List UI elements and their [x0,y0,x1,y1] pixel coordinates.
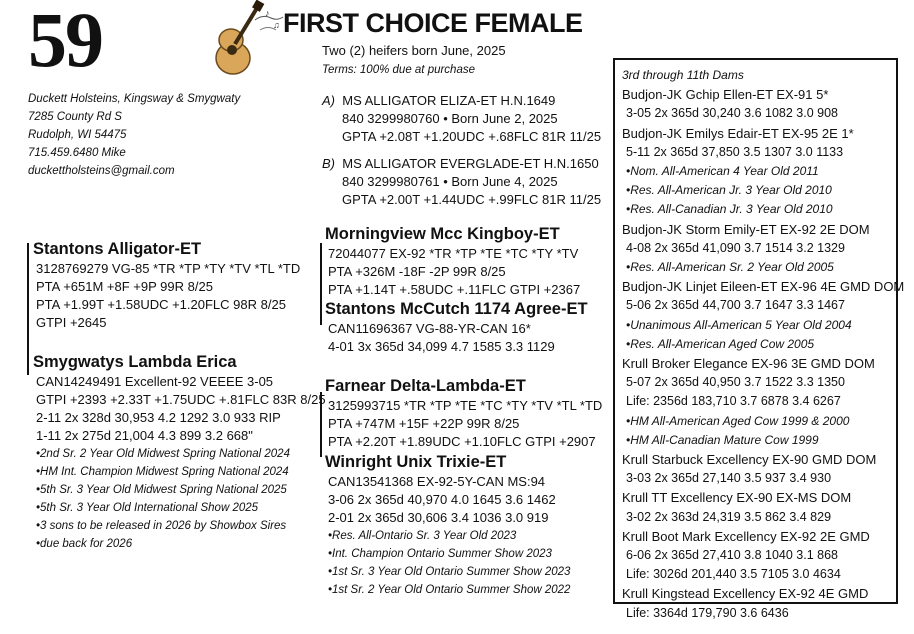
heifer-a-prefix: A) [322,93,335,108]
sire2-line: PTA +2.20T +1.89UDC +1.10FLC GTPI +2907 [328,434,596,449]
dams-box-heading: 3rd through 11th Dams [622,68,744,82]
dam-record-line: Life: 2356d 183,710 3.7 6878 3.4 6267 [626,394,841,409]
gd2-note: •Int. Champion Ontario Summer Show 2023 [328,548,552,560]
dam-name-line: Krull Kingstead Excellency EX-92 4E GMD [622,586,869,602]
dam-name-line: Budjon-JK Gchip Ellen-ET EX-91 5* [622,87,829,103]
dam-note: •due back for 2026 [36,538,133,550]
dam-award-line: •Unanimous All-American 5 Year Old 2004 [626,317,852,332]
dam-note: •5th Sr. 3 Year Old International Show 2025 [36,502,259,514]
terms: Terms: 100% due at purchase [322,64,475,76]
lot-number: 59 [28,0,102,83]
gd2-line: 2-01 2x 365d 30,606 3.4 1036 3.0 919 [328,510,549,525]
consignor-address: 7285 County Rd S [28,111,122,123]
consignor-phone: 715.459.6480 Mike [28,147,126,159]
dam-note: •HM Int. Champion Midwest Spring National 2024 [36,466,289,478]
consignor-email: duckettholsteins@gmail.com [28,165,175,177]
dam-name-line: Krull Starbuck Excellency EX-90 GMD DOM [622,452,877,468]
dam-line: GTPI +2393 +2.33T +1.75UDC +.81FLC 83R 8/25 [36,392,326,407]
dam-record-line: 4-08 2x 365d 41,090 3.7 1514 3.2 1329 [626,240,845,255]
sire-line: GTPI +2645 [36,315,107,330]
dam-award-line: •Res. All-American Aged Cow 2005 [626,336,815,351]
heifer-b [322,155,601,209]
sire-line: PTA +1.99T +1.58UDC +1.20FLC 98R 8/25 [36,297,286,312]
gd2-note: •Res. All-Ontario Sr. 3 Year Old 2023 [328,530,517,542]
dam-award-line: •Nom. All-American 4 Year Old 2011 [626,164,819,179]
gd2-line: CAN13541368 EX-92-5Y-CAN MS:94 [328,474,546,489]
mgs-name: Morningview Mcc Kingboy-ET [325,225,560,243]
dam-record-line: 3-03 2x 365d 27,140 3.5 937 3.4 930 [626,471,832,486]
dam-line: 2-11 2x 328d 30,953 4.2 1292 3.0 933 RIP [36,410,281,425]
dam-name-line: Krull Boot Mark Excellency EX-92 2E GMD [622,528,870,544]
heifer-b-prefix: B) [322,156,335,171]
dams-box [613,58,905,620]
mgs-line: 72044077 EX-92 *TR *TP *TE *TC *TY *TV [328,246,579,261]
dam-name-line: Krull TT Excellency EX-90 EX-MS DOM [622,490,852,506]
dam-name-line: Krull Broker Elegance EX-96 3E GMD DOM [622,356,875,372]
heifer-b-gpta: GPTA +2.00T +1.44UDC +.99FLC 81R 11/25 [342,192,602,207]
heifer-a [322,92,601,146]
heifer-b-name: MS ALLIGATOR EVERGLADE-ET H.N.1650 [342,156,599,171]
dam-award-line: •HM All-Canadian Mature Cow 1999 [626,432,819,447]
dam-award-line: •HM All-American Aged Cow 1999 & 2000 [626,413,850,428]
consignor-name: Duckett Holsteins, Kingsway & Smygwaty [28,93,241,105]
dam-record-line: Life: 3026d 201,440 3.5 7105 3.0 4634 [626,567,841,582]
dam-name: Smygwatys Lambda Erica [33,353,237,371]
sire2-block [325,375,602,451]
sire-line: PTA +651M +8F +9P 99R 8/25 [36,279,213,294]
dam-record-line: 3-05 2x 365d 30,240 3.6 1082 3.0 908 [626,106,838,121]
sire2-line: PTA +747M +15F +22P 99R 8/25 [328,416,520,431]
heifer-a-gpta: GPTA +2.08T +1.20UDC +.68FLC 81R 11/25 [342,129,602,144]
sire2-name: Farnear Delta-Lambda-ET [325,377,526,395]
dam-award-line: •Res. All-American Sr. 2 Year Old 2005 [626,260,834,275]
dam-record-line: Life: 3364d 179,790 3.6 6436 [626,605,789,620]
consignor-info [28,90,240,180]
dam-award-line: •Res. All-Canadian Jr. 3 Year Old 2010 [626,202,833,217]
gd2-line: 3-06 2x 365d 40,970 4.0 1645 3.6 1462 [328,492,556,507]
heifer-a-name: MS ALLIGATOR ELIZA-ET H.N.1649 [342,93,556,108]
dam-line: 1-11 2x 275d 21,004 4.3 899 3.2 668" [36,428,253,443]
dam-record-line: 5-11 2x 365d 37,850 3.5 1307 3.0 1133 [626,144,844,159]
dam-record-line: 5-07 2x 365d 40,950 3.7 1522 3.3 1350 [626,375,845,390]
consignor-city: Rudolph, WI 54475 [28,129,127,141]
heifer-b-id: 840 3299980761 • Born June 4, 2025 [342,174,558,189]
dam-record-line: 3-02 2x 363d 24,319 3.5 862 3.4 829 [626,509,832,524]
dam-award-line: •Res. All-American Jr. 3 Year Old 2010 [626,183,832,198]
mgd-line: 4-01 3x 365d 34,099 4.7 1585 3.3 1129 [328,339,555,354]
mgd-block [325,298,588,356]
dam-note: •5th Sr. 3 Year Old Midwest Spring National 2025 [36,484,287,496]
dam-note: •2nd Sr. 2 Year Old Midwest Spring National 2024 [36,448,290,460]
mgs-line: PTA +326M -18F -2P 99R 8/25 [328,264,506,279]
dam-name-line: Budjon-JK Storm Emily-ET EX-92 2E DOM [622,221,870,237]
sire-block [33,238,300,332]
mgd-name: Stantons McCutch 1174 Agree-ET [325,300,588,318]
dam-name-line: Budjon-JK Emilys Edair-ET EX-95 2E 1* [622,125,854,141]
sire2-line: 3125993715 *TR *TP *TE *TC *TY *TV *TL *TD [328,398,603,413]
guitar-icon [205,0,285,78]
dam-record-line: 5-06 2x 365d 44,700 3.7 1647 3.3 1467 [626,298,845,313]
dam-line: CAN14249491 Excellent-92 VEEEE 3-05 [36,374,274,389]
gd2-block [325,451,570,599]
dam-record-line: 6-06 2x 365d 27,410 3.8 1040 3.1 868 [626,548,838,563]
dam-name-line: Budjon-JK Linjet Eileen-ET EX-96 4E GMD DOM [622,279,905,295]
svg-text:♪: ♪ [265,8,270,18]
dam-note: •3 sons to be released in 2026 by Showbox Sires [36,520,287,532]
dam-block [33,351,326,553]
gd2-name: Winright Unix Trixie-ET [325,453,507,471]
page-title: FIRST CHOICE FEMALE [283,8,583,38]
sire-name: Stantons Alligator-ET [33,240,202,258]
mgs-line: PTA +1.14T +.58UDC +.11FLC GTPI +2367 [328,282,581,297]
mgs-block [325,223,580,299]
subtitle: Two (2) heifers born June, 2025 [322,43,506,58]
sire-line: 3128769279 VG-85 *TR *TP *TY *TV *TL *TD [36,261,301,276]
mgd-line: CAN11696367 VG-88-YR-CAN 16* [328,321,531,336]
heifer-a-id: 840 3299980760 • Born June 2, 2025 [342,111,558,126]
gd2-note: •1st Sr. 2 Year Old Ontario Summer Show 2022 [328,584,571,596]
svg-text:♫: ♫ [273,20,280,30]
gd2-note: •1st Sr. 3 Year Old Ontario Summer Show 2023 [328,566,571,578]
